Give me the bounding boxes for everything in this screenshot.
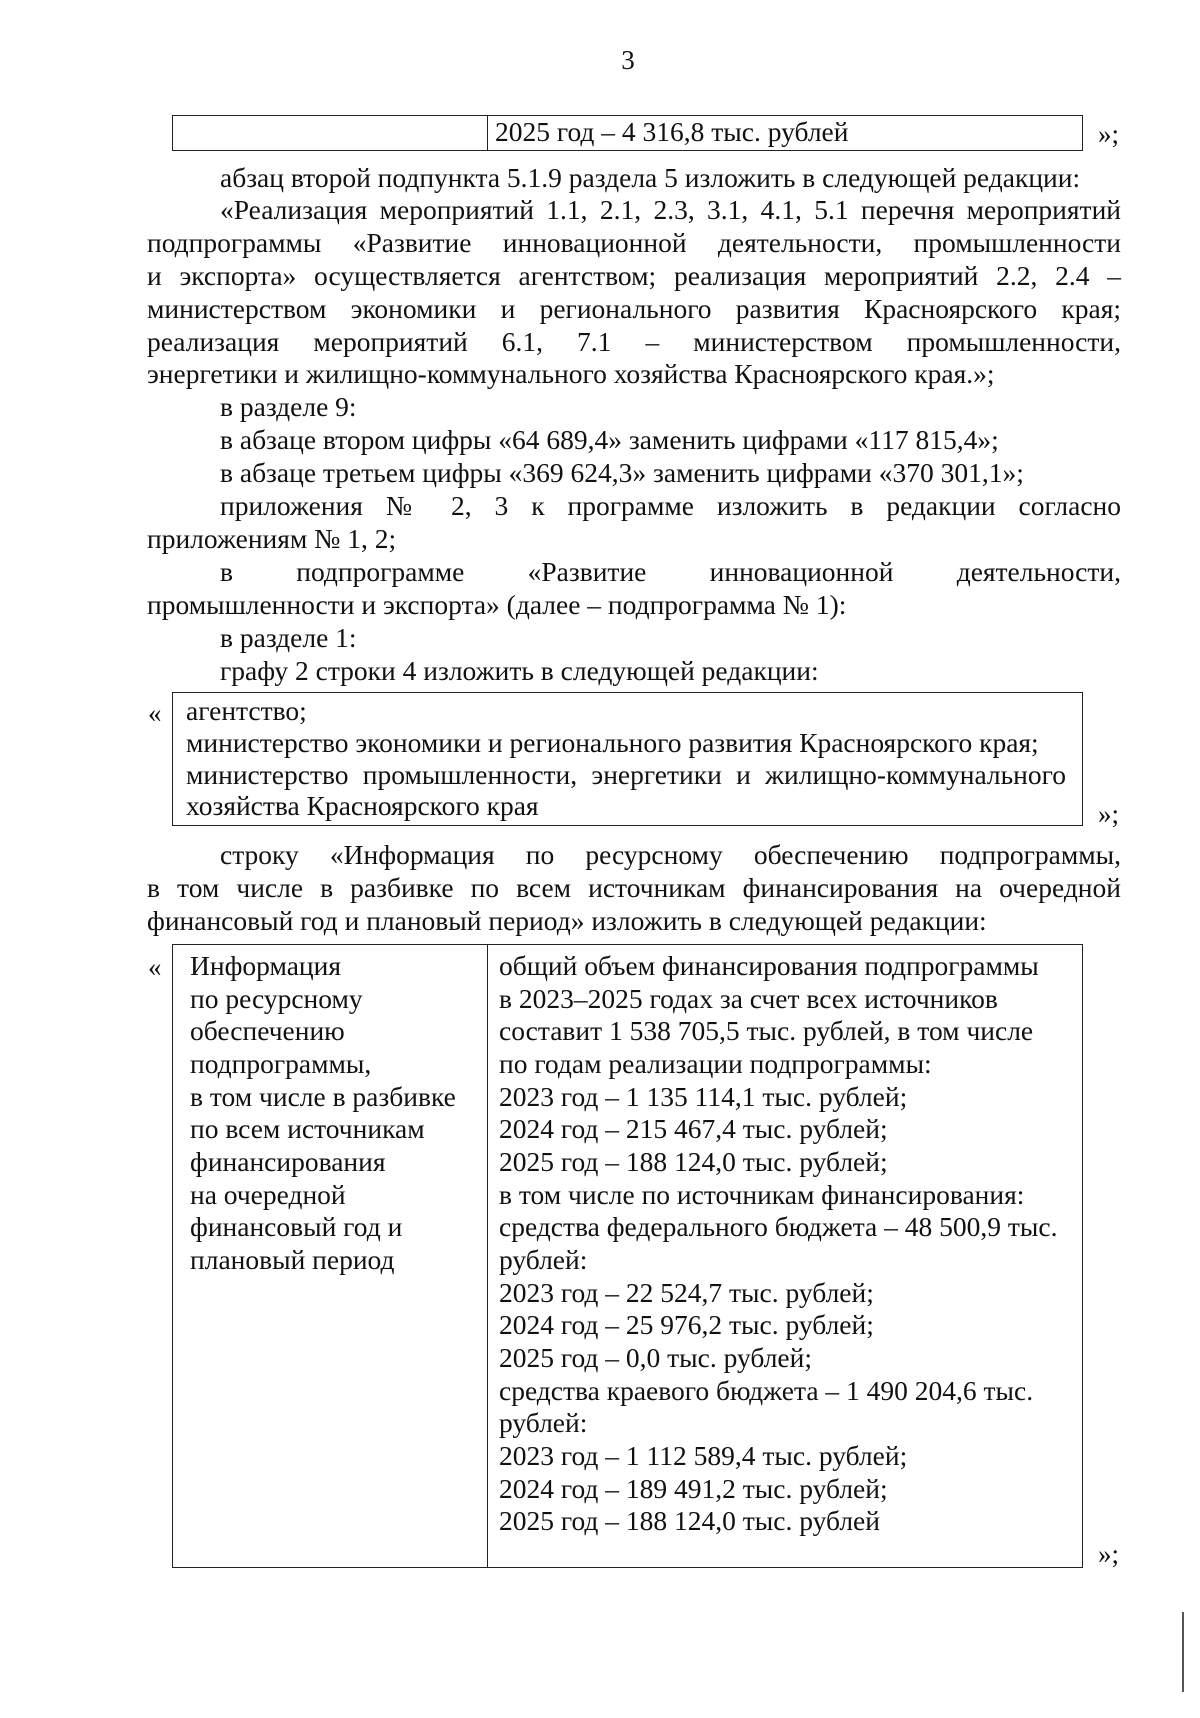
table-right-line: 2025 год – 188 124,0 тыс. рублей; <box>499 1146 888 1177</box>
table-middle-line: министерство экономики и регионального развития Красноярского края; <box>186 727 1039 758</box>
table-right-line: 2024 год – 189 491,2 тыс. рублей; <box>499 1473 888 1504</box>
closing-quote: »; <box>1098 119 1120 149</box>
table-divider <box>487 116 488 150</box>
table-middle-line: министерство промышленности, энергетики и жилищно-коммунального <box>186 759 1066 790</box>
table-left-line: Информация <box>190 950 341 981</box>
table-left-line: на очередной <box>190 1179 346 1210</box>
table-right-line: 2024 год – 215 467,4 тыс. рублей; <box>499 1113 888 1144</box>
table-top-cell-right: 2025 год – 4 316,8 тыс. рублей <box>495 116 849 147</box>
paragraph-section-9: в разделе 9: <box>220 391 357 422</box>
opening-quote: « <box>148 952 162 982</box>
table-right-line: рублей: <box>499 1407 588 1438</box>
table-right-line: в 2023–2025 годах за счет всех источников <box>499 983 998 1014</box>
table-middle <box>172 692 1083 826</box>
paragraph-line: «Реализация мероприятий 1.1, 2.1, 2.3, 3.1, 4.1, 5.1 перечня мероприятий <box>220 194 1121 225</box>
table-left-line: финансирования <box>190 1146 386 1177</box>
table-left-line: по всем источникам <box>190 1113 425 1144</box>
paragraph-line: и экспорта» осуществляется агентством; реализация мероприятий 2.2, 2.4 – <box>147 260 1121 291</box>
table-right-line: 2023 год – 1 112 589,4 тыс. рублей; <box>499 1440 908 1471</box>
table-left-line: обеспечению <box>190 1015 345 1046</box>
paragraph-section-1: в разделе 1: <box>220 622 357 653</box>
table-left-line: плановый период <box>190 1244 395 1275</box>
opening-quote: « <box>148 698 162 728</box>
table-left-line: финансовый год и <box>190 1211 403 1242</box>
scan-margin-mark <box>1182 1612 1184 1692</box>
closing-quote: »; <box>1098 1539 1120 1569</box>
paragraph-line: энергетики и жилищно-коммунального хозяйства Красноярского края.»; <box>147 358 995 389</box>
paragraph-line: приложения № 2, 3 к программе изложить в редакции согласно <box>220 490 1121 521</box>
paragraph-line: в подпрограмме «Развитие инновационной деятельности, <box>220 556 1121 587</box>
table-right-line: в том числе по источникам финансирования: <box>499 1179 1025 1210</box>
table-right-line: 2023 год – 1 135 114,1 тыс. рублей; <box>499 1081 908 1112</box>
table-left-line: подпрограммы, <box>190 1048 372 1079</box>
paragraph-line: промышленности и экспорта» (далее – подпрограмма № 1): <box>147 589 847 620</box>
paragraph-subclause-5-1-9: абзац второй подпункта 5.1.9 раздела 5 изложить в следующей редакции: <box>220 162 1081 193</box>
paragraph-line: приложениям № 1, 2; <box>147 523 397 554</box>
paragraph-line: подпрограммы «Развитие инновационной деятельности, промышленности <box>147 227 1121 258</box>
paragraph-line: в том числе в разбивке по всем источникам финансирования на очередной <box>147 872 1121 903</box>
table-left-line: в том числе в разбивке <box>190 1081 456 1112</box>
table-middle-line: агентство; <box>186 695 307 726</box>
closing-quote: »; <box>1098 799 1120 829</box>
page-number: 3 <box>621 45 635 75</box>
table-right-line: средства федерального бюджета – 48 500,9 тыс. <box>499 1211 1058 1242</box>
table-right-line: 2023 год – 22 524,7 тыс. рублей; <box>499 1277 874 1308</box>
paragraph-abzac-3: в абзаце третьем цифры «369 624,3» заменить цифрами «370 301,1»; <box>220 457 1024 488</box>
paragraph-line: министерством экономики и регионального развития Красноярского края; <box>147 293 1121 324</box>
paragraph-line: финансовый год и плановый период» изложить в следующей редакции: <box>147 905 987 936</box>
table-top <box>172 115 1083 151</box>
table-right-line: 2025 год – 188 124,0 тыс. рублей <box>499 1505 880 1536</box>
table-right-line: общий объем финансирования подпрограммы <box>499 950 1039 981</box>
table-divider <box>487 945 488 1567</box>
table-right-line: рублей: <box>499 1244 588 1275</box>
paragraph-line: строку «Информация по ресурсному обеспечению подпрограммы, <box>220 839 1121 870</box>
paragraph-line: реализация мероприятий 6.1, 7.1 – министерством промышленности, <box>147 326 1121 357</box>
table-left-line: по ресурсному <box>190 983 363 1014</box>
table-right-line: 2024 год – 25 976,2 тыс. рублей; <box>499 1309 874 1340</box>
table-right-line: по годам реализации подпрограммы: <box>499 1048 932 1079</box>
table-right-line: составит 1 538 705,5 тыс. рублей, в том числе <box>499 1015 1034 1046</box>
table-right-line: 2025 год – 0,0 тыс. рублей; <box>499 1342 812 1373</box>
table-resource-info <box>172 944 1083 1568</box>
paragraph-abzac-2: в абзаце втором цифры «64 689,4» заменить цифрами «117 815,4»; <box>220 424 999 455</box>
paragraph-column-2: графу 2 строки 4 изложить в следующей редакции: <box>220 655 819 686</box>
table-right-line: средства краевого бюджета – 1 490 204,6 тыс. <box>499 1375 1034 1406</box>
table-middle-line: хозяйства Красноярского края <box>186 790 539 821</box>
